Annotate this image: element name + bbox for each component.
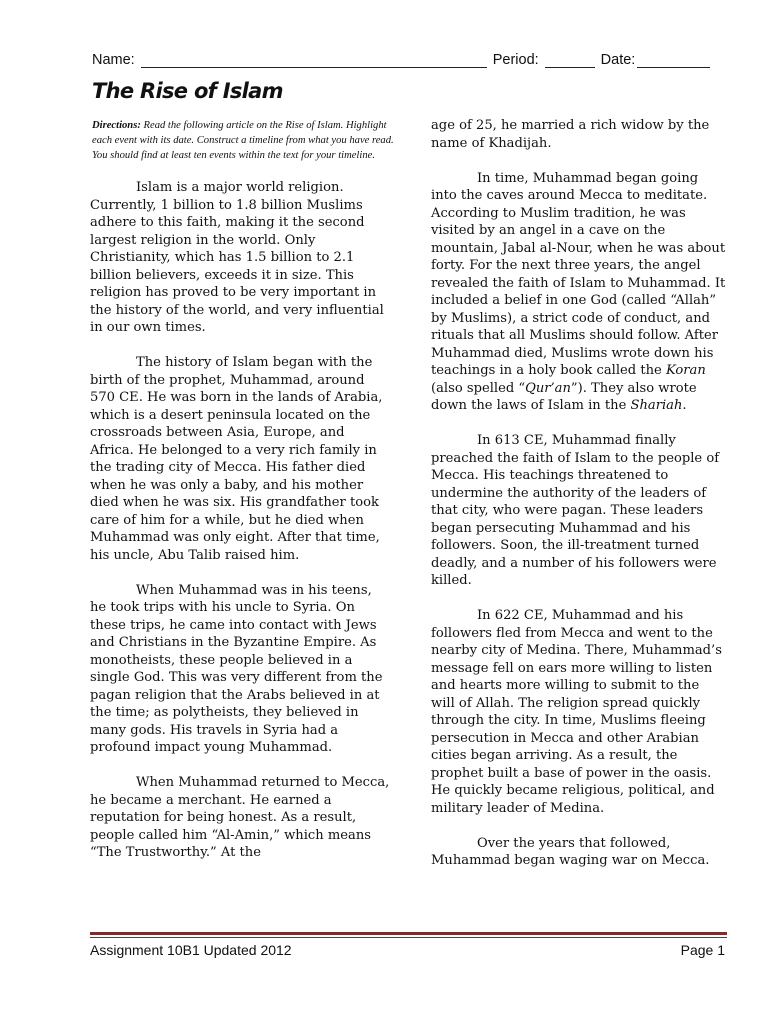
paragraph-birth: The history of Islam began with the birth of the prophet, Muhammad, around 570 CE. He was born in the lands of Arabia, which is a desert peninsula located on the crossroads between Asia, Europe, and Africa. He belonged to a very rich family in the trading city of Mecca. His father died when he was only a baby, and his mother died when he was six. His grandfather took care of him for a while, but he died when Muhammad was only eight. After that time, his uncle, Abu Talib raised him. (90, 355, 383, 563)
footer-rule-thin (90, 937, 727, 938)
paragraph-war: Over the years that followed, Muhammad began waging war on Mecca. (431, 835, 710, 868)
directions (92, 118, 402, 163)
student-info-header (92, 46, 722, 68)
date-label: Date: (600, 52, 636, 68)
date-field[interactable] (637, 53, 710, 68)
revelation-text-a: In time, Muhammad began going into the caves around Mecca to meditate. According to Muslim tradition, he was visited by an angel in a cave on the mountain, Jabal al-Nour, when he was about forty. For the next three years, the angel revealed the faith of Islam to Muhammad. It included a belief in one God (called “Allah” by Muslims), a strict code of conduct, and rituals that all Muslims should follow. After Muhammad died, Muslims wrote down his teachings in a holy book called the (431, 170, 726, 378)
paragraph-intro: Islam is a major world religion. Currently, 1 billion to 1.8 billion Muslims adhere to this faith, making it the second largest religion in the world. Only Christianity, which has 1.5 billion to 2.1 billion believers, exceeds it in size. This religion has proved to be very important in the history of the world, and very influential in our own times. (90, 180, 384, 335)
footer-assignment: Assignment 10B1 Updated 2012 (90, 942, 292, 958)
period-label: Period: (492, 52, 539, 68)
name-label: Name: (92, 52, 135, 68)
paragraph-merchant: When Muhammad returned to Mecca, he became a merchant. He earned a reputation for being honest. As a result, people called him “Al-Amin,” which means “The Trustworthy.” At the (90, 775, 390, 860)
paragraph-622: In 622 CE, Muhammad and his followers fled from Mecca and went to the nearby city of Medina. There, Muhammad’s message fell on ears more willing to listen and hearts more willing to submit to the will of Allah. The religion spread quickly through the city. In time, Muslims fleeing persecution in Mecca and other Arabian cities began arriving. As a result, the prophet built a base of power in the oasis. He quickly became religious, political, and military leader of Medina. (431, 608, 722, 816)
directions-text: Read the following article on the Rise of Islam. Highlight each event with its date. Construct a timeline from what you have read. You should find at least ten events within the text for your timeline. (92, 120, 394, 161)
revelation-text-d: . (682, 398, 687, 413)
koran-term: Koran (665, 363, 706, 378)
paragraph-revelation (431, 170, 727, 415)
revelation-text-b: (also spelled “ (431, 380, 526, 396)
page-title: The Rise of Islam (92, 79, 283, 103)
name-field[interactable] (141, 53, 487, 68)
paragraph-syria: When Muhammad was in his teens, he took trips with his uncle to Syria. On these trips, he came into contact with Jews and Christians in the Byzantine Empire. As monotheists, these people believed in a single God. This was very different from the pagan religion that the Arabs believed in at the time; as polytheists, they believed in many gods. His travels in Syria had a profound impact young Muhammad. (90, 582, 383, 755)
shariah-term: Shariah (630, 398, 683, 413)
quran-term: Qur’an (525, 380, 571, 396)
footer-rule (90, 932, 727, 935)
footer-page-number: Page 1 (680, 942, 725, 958)
period-field[interactable] (545, 53, 595, 68)
directions-lead: Directions: (92, 120, 141, 131)
paragraph-613: In 613 CE, Muhammad finally preached the faith of Islam to the people of Mecca. His teachings threatened to undermine the authority of the leaders of that city, who were pagan. These leaders began persecuting Muhammad and his followers. Soon, the ill-treatment turned deadly, and a number of his followers were killed. (431, 433, 720, 588)
revelation-text-c: ”). They also wrote down the laws of Islam in the (431, 380, 697, 413)
paragraph-marriage: age of 25, he married a rich widow by the name of Khadijah. (431, 118, 710, 151)
right-column (431, 117, 727, 887)
left-column (90, 179, 392, 879)
